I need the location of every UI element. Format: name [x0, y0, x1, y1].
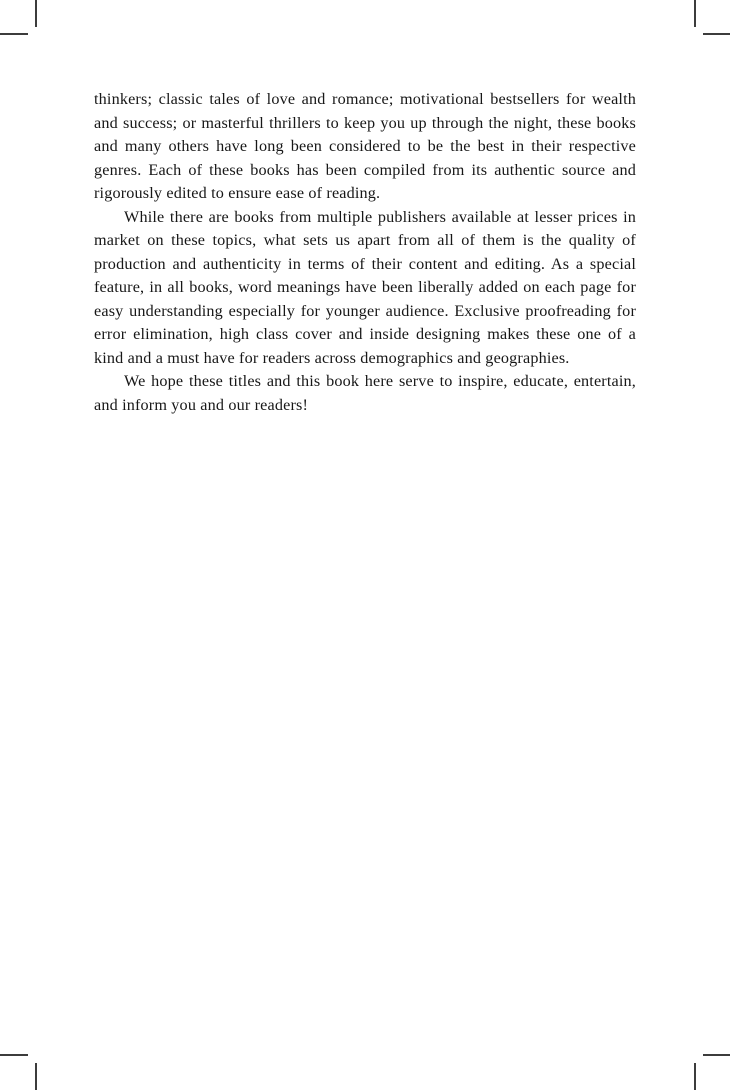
crop-mark-vertical-tick — [694, 0, 696, 27]
crop-mark-vertical-tick — [35, 0, 37, 27]
crop-mark-horizontal-tick — [0, 1054, 28, 1056]
crop-mark-horizontal-tick — [0, 33, 28, 35]
crop-mark-vertical-tick — [694, 1063, 696, 1090]
body-paragraph: While there are books from multiple publishers available at lesser prices in market on these topics, what sets us apart from all of them is the quality of production and authenticity in terms of their content and editing. As a special feature, in all books, word meanings have been liberally added on each page for easy understanding especially for younger audience. Exclusive proofreading for error elimination, high class cover and inside designing makes these one of a kind and a must have for readers across demographics and geographies. — [94, 207, 636, 367]
body-paragraph: thinkers; classic tales of love and romance; motivational bestsellers for wealth and success; or masterful thrillers to keep you up through the night, these books and many others have long been considered to be the best in their respective genres. Each of these books has been compiled from its authentic source and rigorously edited to ensure ease of reading. — [94, 90, 636, 202]
crop-mark-vertical-tick — [35, 1063, 37, 1090]
crop-mark-horizontal-tick — [703, 33, 730, 35]
body-paragraph: We hope these titles and this book here serve to inspire, educate, entertain, and inform you and our readers! — [94, 372, 636, 414]
crop-mark-horizontal-tick — [703, 1054, 730, 1056]
body-text-column — [94, 88, 636, 417]
